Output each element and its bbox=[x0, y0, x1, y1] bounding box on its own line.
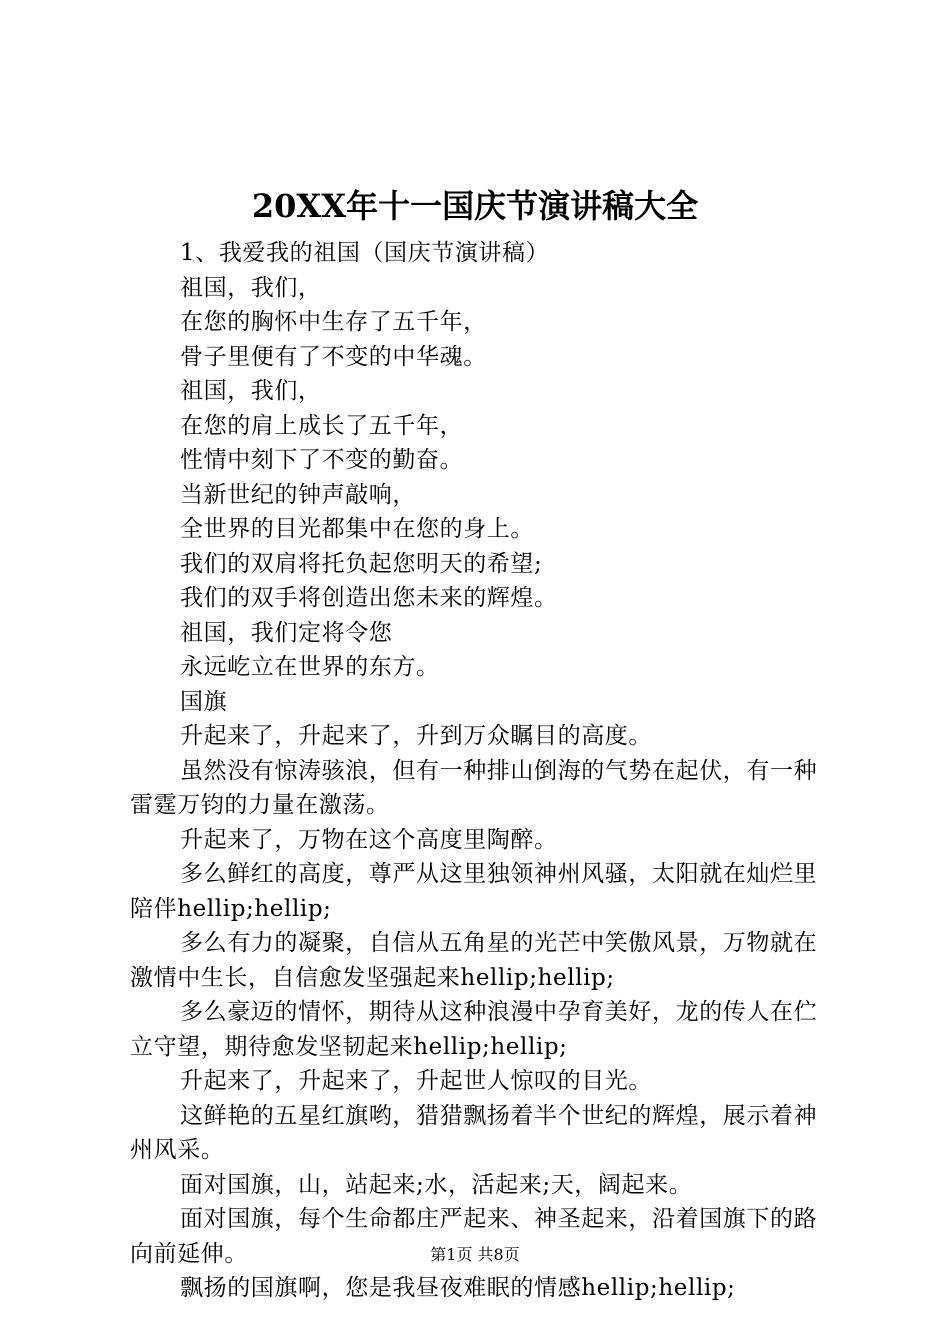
paragraph: 在您的胸怀中生存了五千年， bbox=[180, 309, 487, 335]
paragraph: 虽然没有惊涛骇浪，但有一种排山倒海的气势在起伏，有一种雷霆万钧的力量在激荡。 bbox=[130, 757, 818, 818]
paragraph: 我们的双肩将托负起您明天的希望; bbox=[180, 550, 543, 577]
paragraph: 性情中刻下了不变的勤奋。 bbox=[180, 447, 464, 473]
paragraph: 当新世纪的钟声敲响， bbox=[180, 481, 416, 508]
paragraph: 飘扬的国旗啊，您是我昼夜难眠的情感hellip;hellip; bbox=[180, 1275, 736, 1301]
paragraph: 永远屹立在世界的东方。 bbox=[180, 654, 440, 680]
paragraph: 升起来了，升起来了，升起世人惊叹的目光。 bbox=[180, 1068, 652, 1094]
paragraph: 祖国，我们， bbox=[180, 274, 322, 301]
section-heading: 国旗 bbox=[180, 688, 228, 715]
paragraph: 1、我爱我的祖国（国庆节演讲稿） bbox=[180, 240, 550, 266]
paragraph: 祖国，我们定将令您 bbox=[180, 619, 393, 646]
paragraph: 祖国，我们， bbox=[180, 378, 322, 404]
paragraph: 多么有力的凝聚，自信从五角星的光芒中笑傲风景，万物就在激情中生长，自信愈发坚强起来hellip;hellip; bbox=[130, 930, 818, 991]
document-title: 20XX年十一国庆节演讲稿大全 bbox=[251, 187, 699, 225]
paragraph: 全世界的目光都集中在您的身上。 bbox=[180, 516, 534, 542]
paragraph: 多么豪迈的情怀，期待从这种浪漫中孕育美好，龙的传人在伫立守望，期待愈发坚韧起来hellip;hellip; bbox=[130, 999, 818, 1060]
paragraph: 骨子里便有了不变的中华魂。 bbox=[180, 343, 487, 370]
page-footer: 第1页 共8页 bbox=[430, 1245, 520, 1264]
paragraph: 在您的肩上成长了五千年， bbox=[180, 412, 464, 439]
paragraph: 升起来了，万物在这个高度里陶醉。 bbox=[180, 826, 558, 853]
document-body bbox=[130, 236, 830, 1306]
paragraph: 面对国旗，山，站起来;水，活起来;天，阔起来。 bbox=[180, 1171, 693, 1198]
paragraph: 多么鲜红的高度，尊严从这里独领神州风骚，太阳就在灿烂里陪伴hellip;hellip; bbox=[130, 861, 818, 922]
paragraph: 我们的双手将创造出您未来的辉煌。 bbox=[180, 585, 558, 611]
paragraph: 面对国旗，每个生命都庄严起来、神圣起来，沿着国旗下的路向前延伸。 bbox=[130, 1206, 818, 1267]
paragraph: 这鲜艳的五星红旗哟，猎猎飘扬着半个世纪的辉煌，展示着神州风采。 bbox=[130, 1102, 818, 1163]
paragraph: 升起来了，升起来了，升到万众瞩目的高度。 bbox=[180, 723, 652, 749]
